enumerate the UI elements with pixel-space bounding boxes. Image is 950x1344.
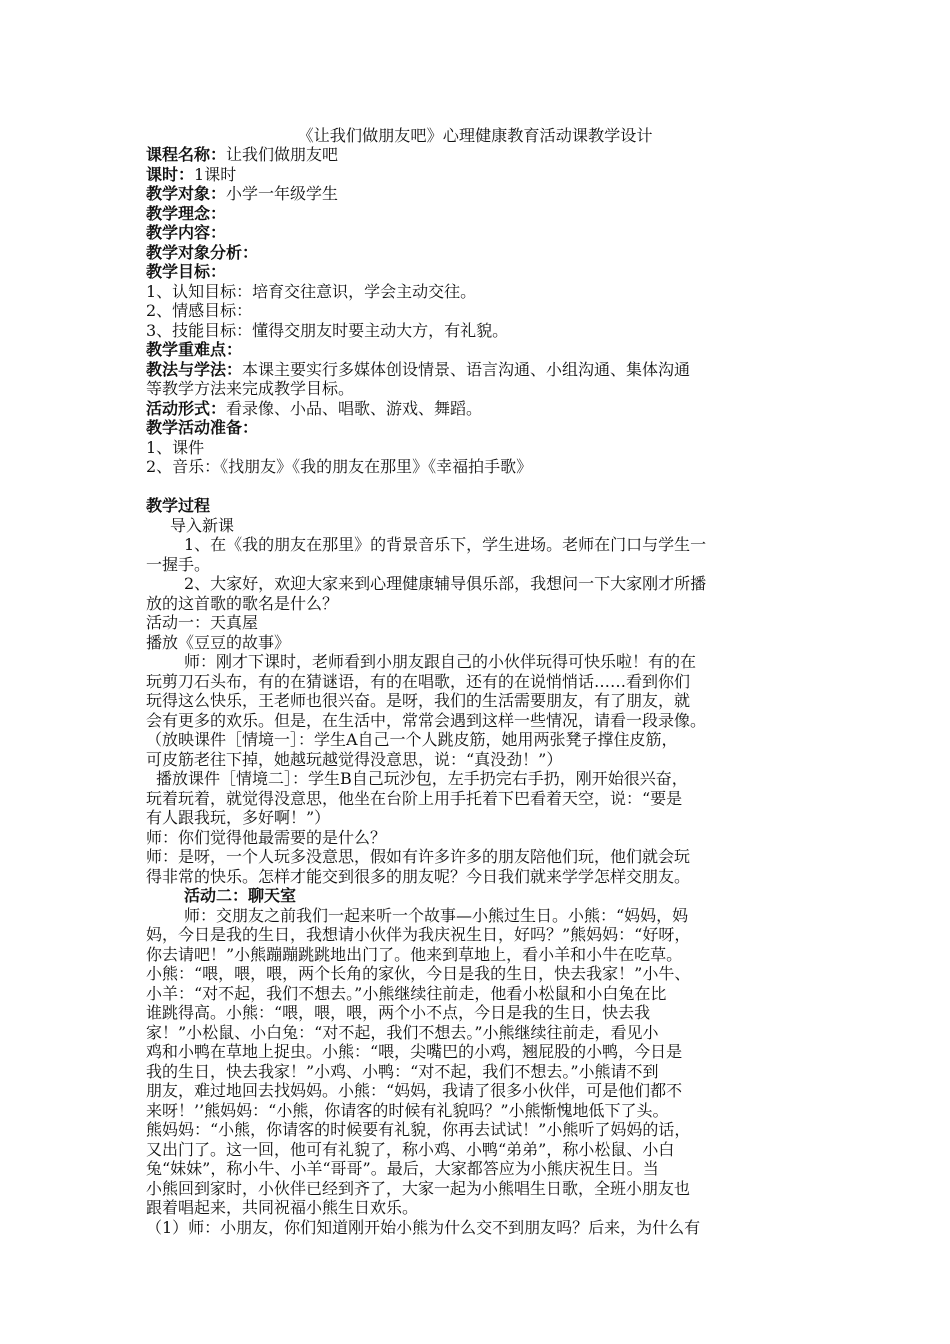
intro-heading: 导入新课 <box>170 515 235 535</box>
analysis-label: 教学对象分析： <box>146 242 259 262</box>
concept-label: 教学理念： <box>146 203 227 223</box>
course-name-value: 让我们做朋友吧 <box>226 145 339 164</box>
goal-item: 1、认知目标：培育交往意识，学会主动交往。 <box>146 281 477 301</box>
target-value: 小学一年级学生 <box>226 184 339 203</box>
forms-value: 看录像、小品、唱歌、游戏、舞蹈。 <box>226 398 483 418</box>
hours-label: 课时： <box>146 164 195 184</box>
key-points-label: 教学重难点： <box>146 340 243 359</box>
paragraph-line: 有人跟我玩，多好啊！”） <box>146 808 331 827</box>
paragraph-line: 玩得这么快乐，王老师也很兴奋。是呀，我们的生活需要朋友，有了朋友，就 <box>146 691 691 710</box>
paragraph-line: （1）师：小朋友，你们知道刚开始小熊为什么交不到朋友吗？后来，为什么有 <box>146 1217 701 1237</box>
paragraph-line: 家！”小松鼠、小白兔：“对不起，我们不想去。”小熊继续往前走，看见小 <box>146 1022 659 1042</box>
methods-line <box>146 360 812 380</box>
paragraph-line: 师：是呀，一个人玩多没意思，假如有许多许多的朋友陪他们玩，他们就会玩 <box>146 847 691 866</box>
paragraph-line: 一握手。 <box>146 554 211 574</box>
paragraph-line: 播放《豆豆的故事》 <box>146 632 291 652</box>
paragraph-line: 小羊：“对不起，我们不想去。”小熊继续往前走，他看小松鼠和小白兔在比 <box>146 983 667 1003</box>
paragraph-line: 我的生日，快去我家！”小鸡、小鸭：“对不起，我们不想去。”小熊请不到 <box>146 1061 659 1081</box>
paragraph-line: （放映课件［情境一］：学生A自己一个人跳皮筋，她用两张凳子撑住皮筋， <box>146 730 678 749</box>
paragraph-line: 妈，今日是我的生日，我想请小伙伴为我庆祝生日，好吗？”熊妈妈：“好呀， <box>146 925 691 944</box>
paragraph-line: 小熊：“喂，喂，喂，两个长角的家伙，今日是我的生日，快去我家！”小牛、 <box>146 964 691 983</box>
paragraph-line: 玩着玩着，就觉得没意思，他坐在台阶上用手托着下巴看着天空，说：“要是 <box>146 788 683 808</box>
prep-item: 1、课件 <box>146 437 205 457</box>
hours-value: 1课时 <box>194 164 237 184</box>
paragraph-line: 播放课件［情境二］：学生B自己玩沙包，左手扔完右手扔，刚开始很兴奋， <box>156 769 688 788</box>
paragraph-line: 兔“妹妹”，称小牛、小羊“哥哥”。最后，大家都答应为小熊庆祝生日。当 <box>146 1159 659 1178</box>
paragraph-line: 1、在《我的朋友在那里》的背景音乐下，学生进场。老师在门口与学生一 <box>184 535 707 554</box>
course-name-line <box>146 145 812 165</box>
paragraph-line: 谁跳得高。小熊：“喂，喂，喂，两个小不点，今日是我的生日，快去我 <box>146 1003 651 1022</box>
paragraph-line: 小熊回到家时，小伙伴已经到齐了，大家一起为小熊唱生日歌，全班小朋友也 <box>146 1178 691 1198</box>
prep-item: 2、音乐：《找朋友》《我的朋友在那里》《幸福拍手歌》 <box>146 457 533 476</box>
paragraph-line: 师：交朋友之前我们一起来听一个故事—小熊过生日。小熊：“妈妈，妈 <box>184 905 689 925</box>
forms-label: 活动形式： <box>146 398 227 418</box>
paragraph-line: 可皮筋老往下掉，她越玩越觉得没意思，说：“真没劲！”） <box>146 749 563 769</box>
document-title: 《让我们做朋友吧》心理健康教育活动课教学设计 <box>297 126 653 145</box>
process-label: 教学过程 <box>146 496 211 515</box>
paragraph-line: 跟着唱起来，共同祝福小熊生日欢乐。 <box>146 1198 419 1217</box>
goal-item: 2、情感目标： <box>146 301 253 320</box>
target-line <box>146 184 812 204</box>
paragraph-line: 师：刚才下课时，老师看到小朋友跟自己的小伙伴玩得可快乐啦！有的在 <box>184 652 697 671</box>
paragraph-line: 放的这首歌的歌名是什么？ <box>146 593 339 613</box>
goals-label: 教学目标： <box>146 262 227 281</box>
methods-text: 本课主要实行多媒体创设情景、语言沟通、小组沟通、集体沟通 <box>242 359 691 379</box>
forms-line <box>146 399 812 419</box>
blank-line <box>146 477 812 497</box>
paragraph-line: 朋友，难过地回去找妈妈。小熊：“妈妈，我请了很多小伙伴，可是他们都不 <box>146 1081 683 1100</box>
paragraph-line: 你去请吧！”小熊蹦蹦跳跳地出门了。他来到草地上，看小羊和小牛在吃草。 <box>146 944 683 964</box>
goal-item: 3、技能目标：懂得交朋友时要主动大方，有礼貌。 <box>146 320 509 340</box>
paragraph-line: 鸡和小鸭在草地上捉虫。小熊：“喂，尖嘴巴的小鸡，翘屁股的小鸭，今日是 <box>146 1042 683 1061</box>
paragraph-line: 2、大家好，欢迎大家来到心理健康辅导俱乐部，我想问一下大家刚才所播 <box>184 574 707 593</box>
methods-line-2: 等教学方法来完成教学目标。 <box>146 379 355 398</box>
methods-label: 教法与学法： <box>146 359 243 379</box>
prep-label: 教学活动准备： <box>146 418 259 437</box>
paragraph-line: 得非常的快乐。怎样才能交到很多的朋友呢？今日我们就来学学怎样交朋友。 <box>146 866 691 886</box>
activity-heading: 活动二：聊天室 <box>184 886 297 905</box>
document-body <box>146 145 812 1237</box>
paragraph-line: 又出门了。这一回，他可有礼貌了，称小鸡、小鸭“弟弟”，称小松鼠、小白 <box>146 1139 675 1159</box>
content-label: 教学内容： <box>146 223 227 242</box>
paragraph-line: 师：你们觉得他最需要的是什么？ <box>146 827 387 847</box>
activity-heading: 活动一：天真屋 <box>146 613 259 632</box>
hours-line <box>146 165 812 185</box>
paragraph-line: 会有更多的欢乐。但是，在生活中，常常会遇到这样一些情况，请看一段录像。 <box>146 710 707 730</box>
course-name-label: 课程名称： <box>146 145 227 164</box>
paragraph-line: 熊妈妈：“小熊，你请客的时候要有礼貌，你再去试试！”小熊听了妈妈的话， <box>146 1120 691 1139</box>
paragraph-line: 玩剪刀石头布，有的在猜谜语，有的在唱歌，还有的在说悄悄话……看到你们 <box>146 671 691 691</box>
paragraph-line: 来呀！’’熊妈妈：“小熊，你请客的时候有礼貌吗？”小熊惭愧地低下了头。 <box>146 1100 669 1120</box>
target-label: 教学对象： <box>146 184 227 203</box>
